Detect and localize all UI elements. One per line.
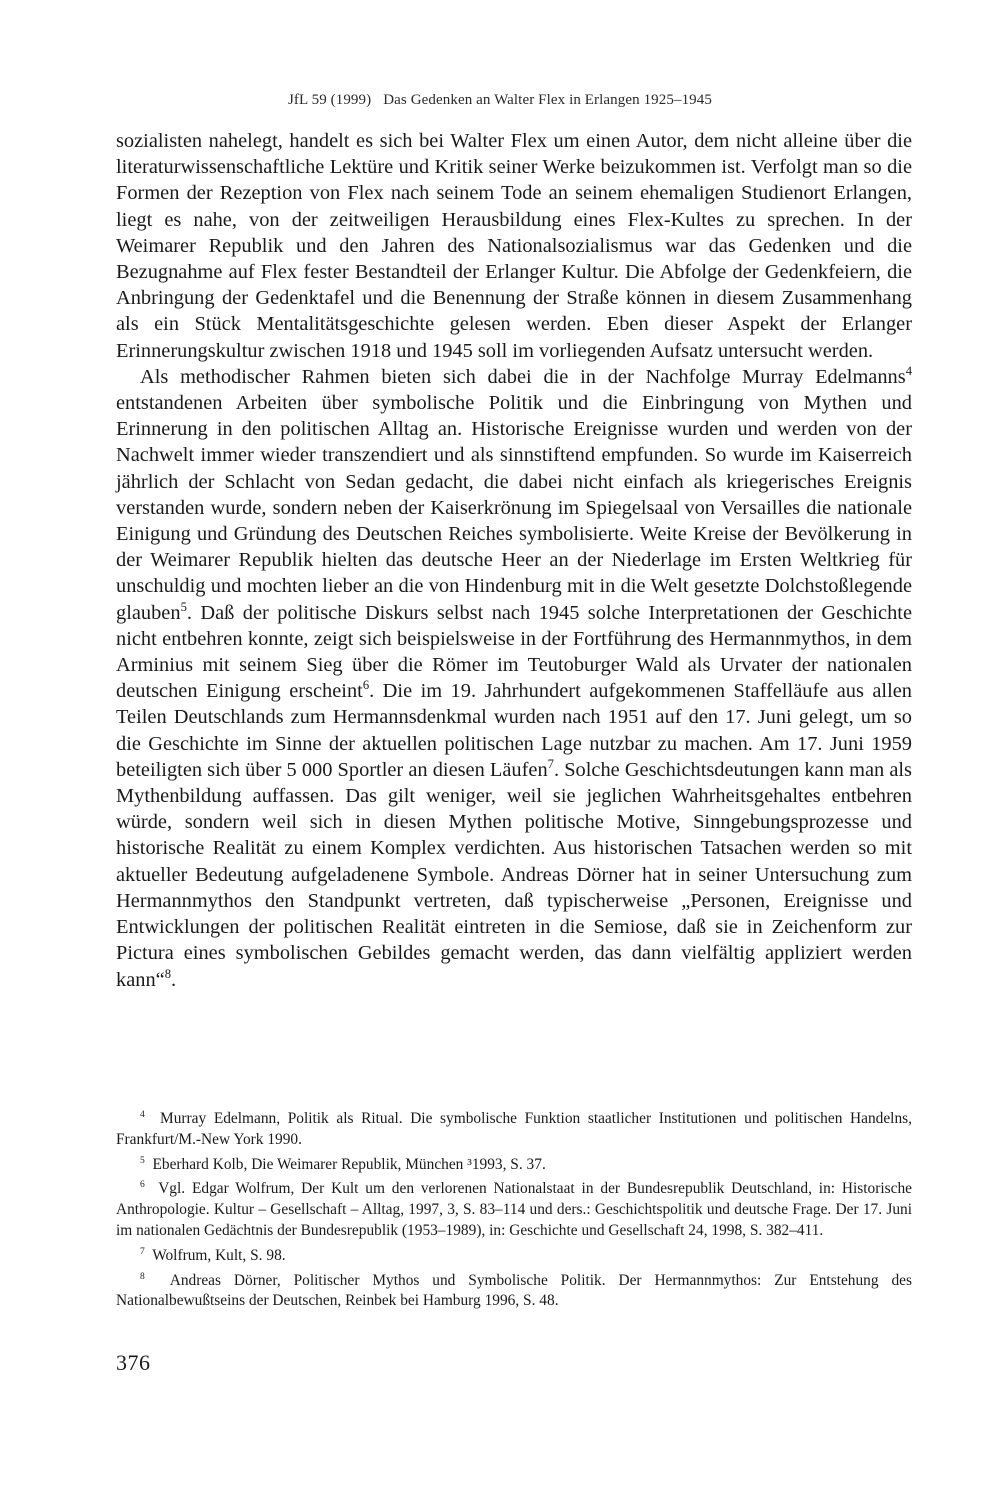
article-title: Das Gedenken an Walter Flex in Erlangen 1925–1945 (383, 92, 712, 108)
paragraph-text: entstandenen Arbeiten über symbolische Politik und die Einbringung von Mythen und Erinnerung in den politischen Alltag an. Historische Ereignisse wurden und werden von der Nachwelt immer wieder transzendiert und als sinnstiftend empfunden. So wurde im Kaiserreich jährlich der Schlacht von Sedan gedacht, die dabei nicht einfach als kriegerisches Ereignis verstanden wurde, sondern neben der Kaiserkrönung im Spiegelsaal von Versailles die nationale Einigung und Gründung des Deutschen Reiches symbolisierte. Weite Kreise der Bevölkerung in der Weimarer Republik hielten das deutsche Heer an der Niederlage im Ersten Weltkrieg für unschuldig und mochten lieber an die von Hindenburg mit in die Welt gesetzte Dolchstoßlegende glauben (116, 392, 912, 624)
footnotes (116, 1109, 912, 1316)
paragraph-text: . Die im 19. Jahrhundert aufgekommenen Staffelläufe aus allen Teilen Deutschlands zum Hermannsdenkmal wurden nach 1951 auf den 17. Juni gelegt, um so die Geschichte im Sinne der aktuellen politischen Lage nutzbar zu machen. Am 17. Juni 1959 beteiligten sich über 5 000 Sportler an diesen Läufen (116, 680, 912, 781)
footnote-number: 8 (140, 1270, 145, 1282)
running-head (0, 92, 1000, 109)
paragraph-text: . (171, 968, 177, 991)
footnote-reference: 4 (905, 364, 912, 379)
footnote-reference: 7 (547, 757, 554, 772)
footnote-reference: 5 (180, 599, 187, 614)
footnote-number: 4 (140, 1108, 145, 1120)
main-text (116, 128, 912, 993)
footnote-text: Vgl. Edgar Wolfrum, Der Kult um den verlorenen Nationalstaat in der Bundesrepublik Deutschland, in: Historische Anthropologie. Kultur – Gesellschaft – Alltag, 1997, 3, S. 83–114 und ders.: Geschichtspolitik und deutsche Frage. Der 17. Juni im nationalen Gedächtnis der Bundesrepublik (1953–1989), in: Geschichte und Gesellschaft 24, 1998, S. 382–411. (116, 1180, 912, 1239)
footnote-number: 7 (140, 1245, 145, 1257)
footnote-reference: 8 (164, 966, 171, 981)
footnote (116, 1271, 912, 1313)
body-paragraph (116, 364, 912, 993)
paragraph-text: Als methodischer Rahmen bieten sich dabei die in der Nachfolge Murray Edelmanns (140, 365, 906, 388)
paragraph-text: sozialisten nahelegt, handelt es sich bei Walter Flex um einen Autor, dem nicht alleine über die literaturwissenschaftliche Lektüre und Kritik seiner Werke beizukommen ist. Verfolgt man so die Formen der Rezeption von Flex nach seinem Tode an seinem ehemaligen Studienort Erlangen, liegt es nahe, von der zeitweiligen Herausbildung eines Flex-Kultes zu sprechen. In der Weimarer Republik und den Jahren des Nationalsozialismus war das Gedenken und die Bezugnahme auf Flex fester Bestandteil der Erlanger Kultur. Die Abfolge der Gedenkfeiern, die Anbringung der Gedenktafel und die Benennung der Straße können in diesem Zusammenhang als ein Stück Mentalitätsgeschichte gelesen werden. Eben dieser Aspekt der Erlanger Erinnerungskultur zwischen 1918 und 1945 soll im vorliegenden Aufsatz untersucht werden. (116, 130, 912, 362)
body-paragraph (116, 128, 912, 364)
footnote-number: 6 (140, 1179, 145, 1191)
page-number: 376 (116, 1350, 151, 1375)
footnote-text: Wolfrum, Kult, S. 98. (152, 1246, 286, 1264)
footnote-text: Andreas Dörner, Politischer Mythos und Symbolische Politik. Der Hermannmythos: Zur Entstehung des Nationalbewußtseins der Deutschen, Reinbek bei Hamburg 1996, S. 48. (116, 1271, 912, 1310)
journal-citation: JfL 59 (1999) (288, 92, 372, 108)
footnote (116, 1246, 912, 1267)
footnote (116, 1109, 912, 1151)
paragraph-text: . Daß der politische Diskurs selbst nach 1945 solche Interpretationen der Geschichte nicht entbehren konnte, zeigt sich beispielsweise in der Fortführung des Hermannmythos, in dem Arminius mit seinem Sieg über die Römer im Teutoburger Wald als Urvater der nationalen deutschen Einigung erscheint (116, 601, 912, 703)
footnote (116, 1179, 912, 1241)
footnote-number: 5 (140, 1154, 145, 1166)
footnote-reference: 6 (362, 678, 370, 693)
footnote-text: Eberhard Kolb, Die Weimarer Republik, München ³1993, S. 37. (152, 1155, 546, 1173)
footnote-text: Murray Edelmann, Politik als Ritual. Die symbolische Funktion staatlicher Institutionen und politischen Handelns, Frankfurt/M.-New York 1990. (116, 1110, 912, 1148)
paragraph-text: . Solche Geschichtsdeutungen kann man als Mythenbildung auffassen. Das gilt weniger, weil sie jeglichen Wahrheitsgehaltes entbehren würde, sondern weil sich in diesen Mythen politische Motive, Sinngebungsprozesse und historische Realität zu einem Komplex verdichten. Aus historischen Tatsachen werden so mit aktueller Bedeutung aufgeladenene Symbole. Andreas Dörner hat in seiner Untersuchung zum Hermannmythos den Standpunkt vertreten, daß typischerweise „Personen, Ereignisse und Entwicklungen der politischen Realität eintreten in die Semiose, daß sie in Zeichenform zur Pictura eines symbolischen Gebildes gemacht werden, das dann vielfältig appliziert werden kann“ (116, 758, 912, 991)
footnote (116, 1155, 912, 1176)
